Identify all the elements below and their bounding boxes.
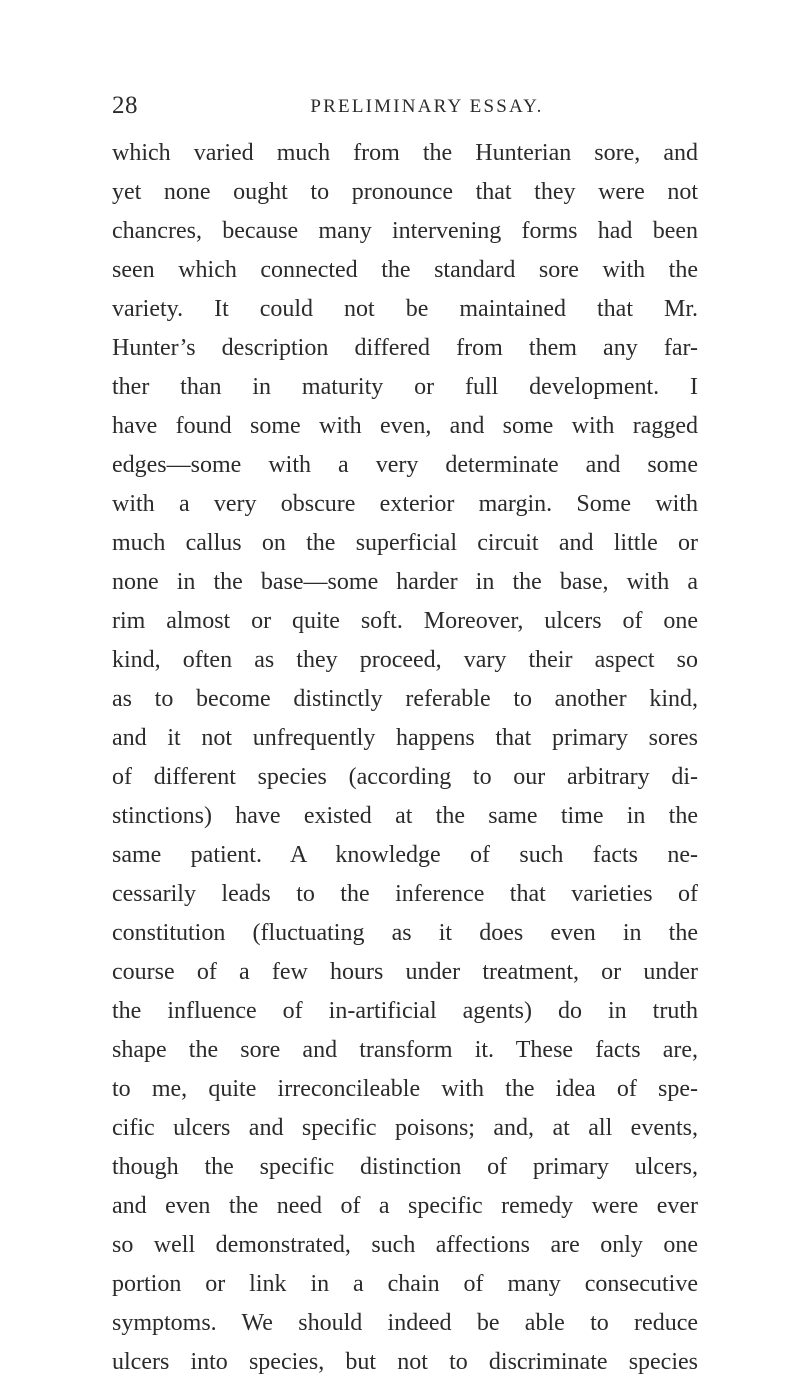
text-line: cific ulcers and specific poisons; and, at all events, (112, 1115, 698, 1141)
text-line: yet none ought to pronounce that they were not (112, 179, 698, 205)
text-line: chancres, because many intervening forms had been (112, 218, 698, 244)
text-line: rim almost or quite soft. Moreover, ulcers of one (112, 608, 698, 634)
text-line: Hunter’s description differed from them any far- (112, 335, 698, 361)
text-line: ther than in maturity or full development. I (112, 374, 698, 400)
text-line: symptoms. We should indeed be able to reduce (112, 1310, 698, 1336)
text-line: ulcers into species, but not to discriminate species (112, 1349, 698, 1375)
text-line: as to become distinctly referable to another kind, (112, 686, 698, 712)
running-head (112, 92, 702, 122)
text-line: none in the base—some harder in the base, with a (112, 569, 698, 595)
text-line: constitution (fluctuating as it does even in the (112, 920, 698, 946)
text-line: though the specific distinction of primary ulcers, (112, 1154, 698, 1180)
text-line: have found some with even, and some with ragged (112, 413, 698, 439)
text-line: and it not unfrequently happens that primary sores (112, 725, 698, 751)
text-line: stinctions) have existed at the same time in the (112, 803, 698, 829)
text-line: shape the sore and transform it. These facts are, (112, 1037, 698, 1063)
text-line: and even the need of a specific remedy were ever (112, 1193, 698, 1219)
text-line: the influence of in-artificial agents) do in truth (112, 998, 698, 1024)
text-line: with a very obscure exterior margin. Some with (112, 491, 698, 517)
text-line: variety. It could not be maintained that Mr. (112, 296, 698, 322)
text-line: much callus on the superficial circuit and little or (112, 530, 698, 556)
text-line: kind, often as they proceed, vary their aspect so (112, 647, 698, 673)
text-line: edges—some with a very determinate and some (112, 452, 698, 478)
text-line: portion or link in a chain of many consecutive (112, 1271, 698, 1297)
page-number: 28 (112, 92, 138, 119)
text-line: seen which connected the standard sore with the (112, 257, 698, 283)
text-line: cessarily leads to the inference that varieties of (112, 881, 698, 907)
running-title: PRELIMINARY ESSAY. (310, 96, 544, 117)
text-line: so well demonstrated, such affections are only one (112, 1232, 698, 1258)
body-text (112, 134, 698, 1382)
text-line: same patient. A knowledge of such facts ne- (112, 842, 698, 868)
text-line: of different species (according to our arbitrary di- (112, 764, 698, 790)
text-line: which varied much from the Hunterian sore, and (112, 140, 698, 166)
text-line: course of a few hours under treatment, or under (112, 959, 698, 985)
text-line: to me, quite irreconcileable with the idea of spe- (112, 1076, 698, 1102)
